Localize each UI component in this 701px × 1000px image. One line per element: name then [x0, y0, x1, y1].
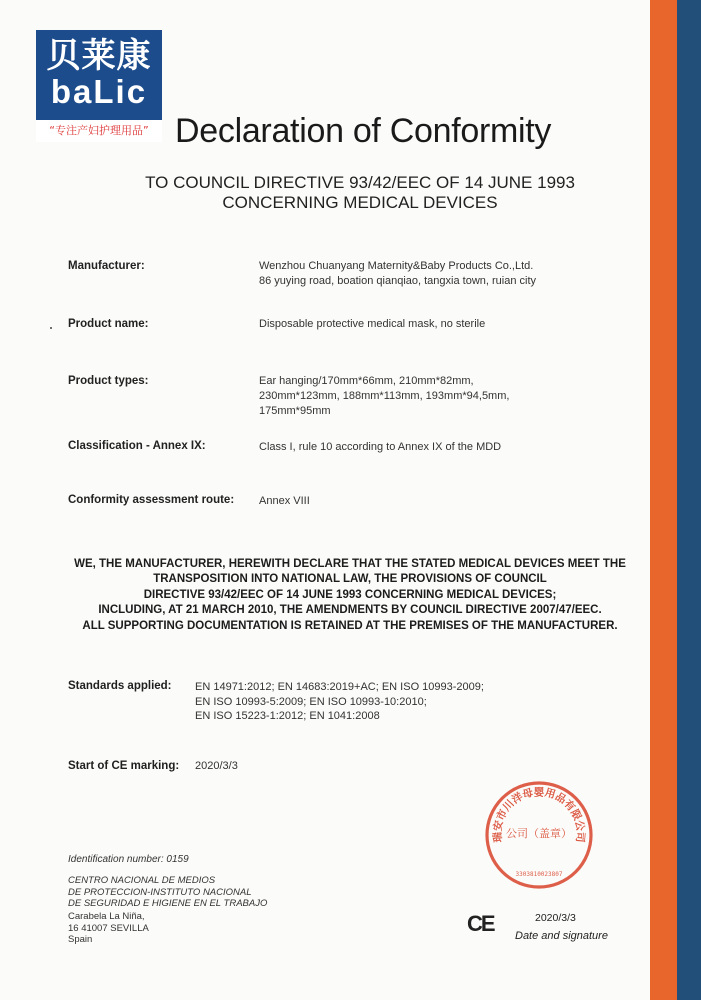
- declaration-line-2: TRANSPOSITION INTO NATIONAL LAW, THE PROVISIONS OF COUNCIL: [153, 573, 547, 586]
- declaration-line-5: ALL SUPPORTING DOCUMENTATION IS RETAINED AT THE PREMISES OF THE MANUFACTURER.: [82, 619, 618, 632]
- standards-list: [195, 680, 484, 724]
- address-line-1: Carabela La Niña,: [68, 911, 145, 922]
- product-name-label: Product name:: [68, 318, 149, 330]
- standards-line-2: EN ISO 10993-5:2009; EN ISO 10993-10:2010;: [195, 695, 427, 708]
- classification-label: Classification - Annex IX:: [68, 440, 206, 452]
- ce-marking-label: Start of CE marking:: [68, 760, 180, 772]
- notified-body-line-3: DE SEGURIDAD E HIGIENE EN EL TRABAJO: [68, 898, 268, 909]
- product-name-value: Disposable protective medical mask, no sterile: [259, 318, 486, 330]
- product-types-line-3: 175mm*95mm: [259, 405, 331, 417]
- seal-number: 3303810023807: [515, 871, 563, 878]
- declaration-line-1: WE, THE MANUFACTURER, HEREWITH DECLARE THAT THE STATED MEDICAL DEVICES MEET THE: [74, 558, 626, 570]
- notified-body-name: [68, 875, 267, 910]
- standards-line-1: EN 14971:2012; EN 14683:2019+AC; EN ISO 10993-2009;: [195, 681, 484, 693]
- standards-label: Standards applied:: [68, 680, 172, 692]
- product-types-line-2: 230mm*123mm, 188mm*113mm, 193mm*94,5mm,: [259, 390, 510, 402]
- notified-body-line-2: DE PROTECCION-INSTITUTO NACIONAL: [68, 886, 252, 898]
- declaration-statement: [40, 557, 660, 634]
- assessment-route-label: Conformity assessment route:: [68, 494, 235, 506]
- logo-tagline: [36, 120, 162, 142]
- manufacturer-label: Manufacturer:: [68, 260, 145, 272]
- declaration-line-3: DIRECTIVE 93/42/EEC OF 14 JUNE 1993 CONCERNING MEDICAL DEVICES;: [143, 588, 557, 601]
- notified-body-address: [68, 911, 149, 946]
- manufacturer-address: 86 yuying road, boation qianqiao, tangxia town, ruian city: [259, 275, 537, 287]
- logo-tagline-text: “专注产妇护理用品”: [49, 124, 149, 137]
- scan-speck: [50, 327, 52, 329]
- manufacturer-name: Wenzhou Chuanyang Maternity&Baby Products Co.,Ltd.: [259, 260, 534, 272]
- signature-date: 2020/3/3: [535, 912, 576, 924]
- notified-body-line-1: CENTRO NACIONAL DE MEDIOS: [68, 875, 216, 886]
- date-and-signature-label: Date and signature: [515, 930, 608, 942]
- subtitle-line-2: CONCERNING MEDICAL DEVICES: [222, 193, 498, 212]
- company-seal-stamp: [484, 780, 594, 890]
- logo-chinese-text: 贝莱康: [46, 36, 152, 76]
- document-title: Declaration of Conformity: [175, 112, 552, 150]
- blue-side-stripe: [677, 0, 701, 1000]
- product-types-label: Product types:: [68, 375, 149, 387]
- logo-brand-text: baLic: [50, 73, 148, 110]
- ce-marking-date: 2020/3/3: [195, 760, 238, 772]
- classification-value: Class I, rule 10 according to Annex IX of the MDD: [259, 441, 502, 453]
- subtitle-line-1: TO COUNCIL DIRECTIVE 93/42/EEC OF 14 JUNE 1993: [145, 173, 575, 192]
- address-line-3: Spain: [68, 934, 93, 945]
- seal-center-text: 公司（盖章）: [506, 827, 572, 840]
- address-line-2: 16 41007 SEVILLA: [68, 922, 149, 934]
- seal-ring-text: 瑞安市川洋母婴用品有限公司: [491, 786, 587, 843]
- product-types-line-1: Ear hanging/170mm*66mm, 210mm*82mm,: [259, 375, 474, 387]
- assessment-route-value: Annex VIII: [259, 495, 310, 507]
- orange-side-stripe: [650, 0, 680, 1000]
- declaration-line-4: INCLUDING, AT 21 MARCH 2010, THE AMENDMENTS BY COUNCIL DIRECTIVE 2007/47/EEC.: [98, 604, 602, 617]
- identification-number: Identification number: 0159: [68, 854, 189, 865]
- ce-mark-symbol: CE: [467, 911, 494, 936]
- company-logo: [36, 30, 162, 120]
- standards-line-3: EN ISO 15223-1:2012; EN 1041:2008: [195, 710, 380, 722]
